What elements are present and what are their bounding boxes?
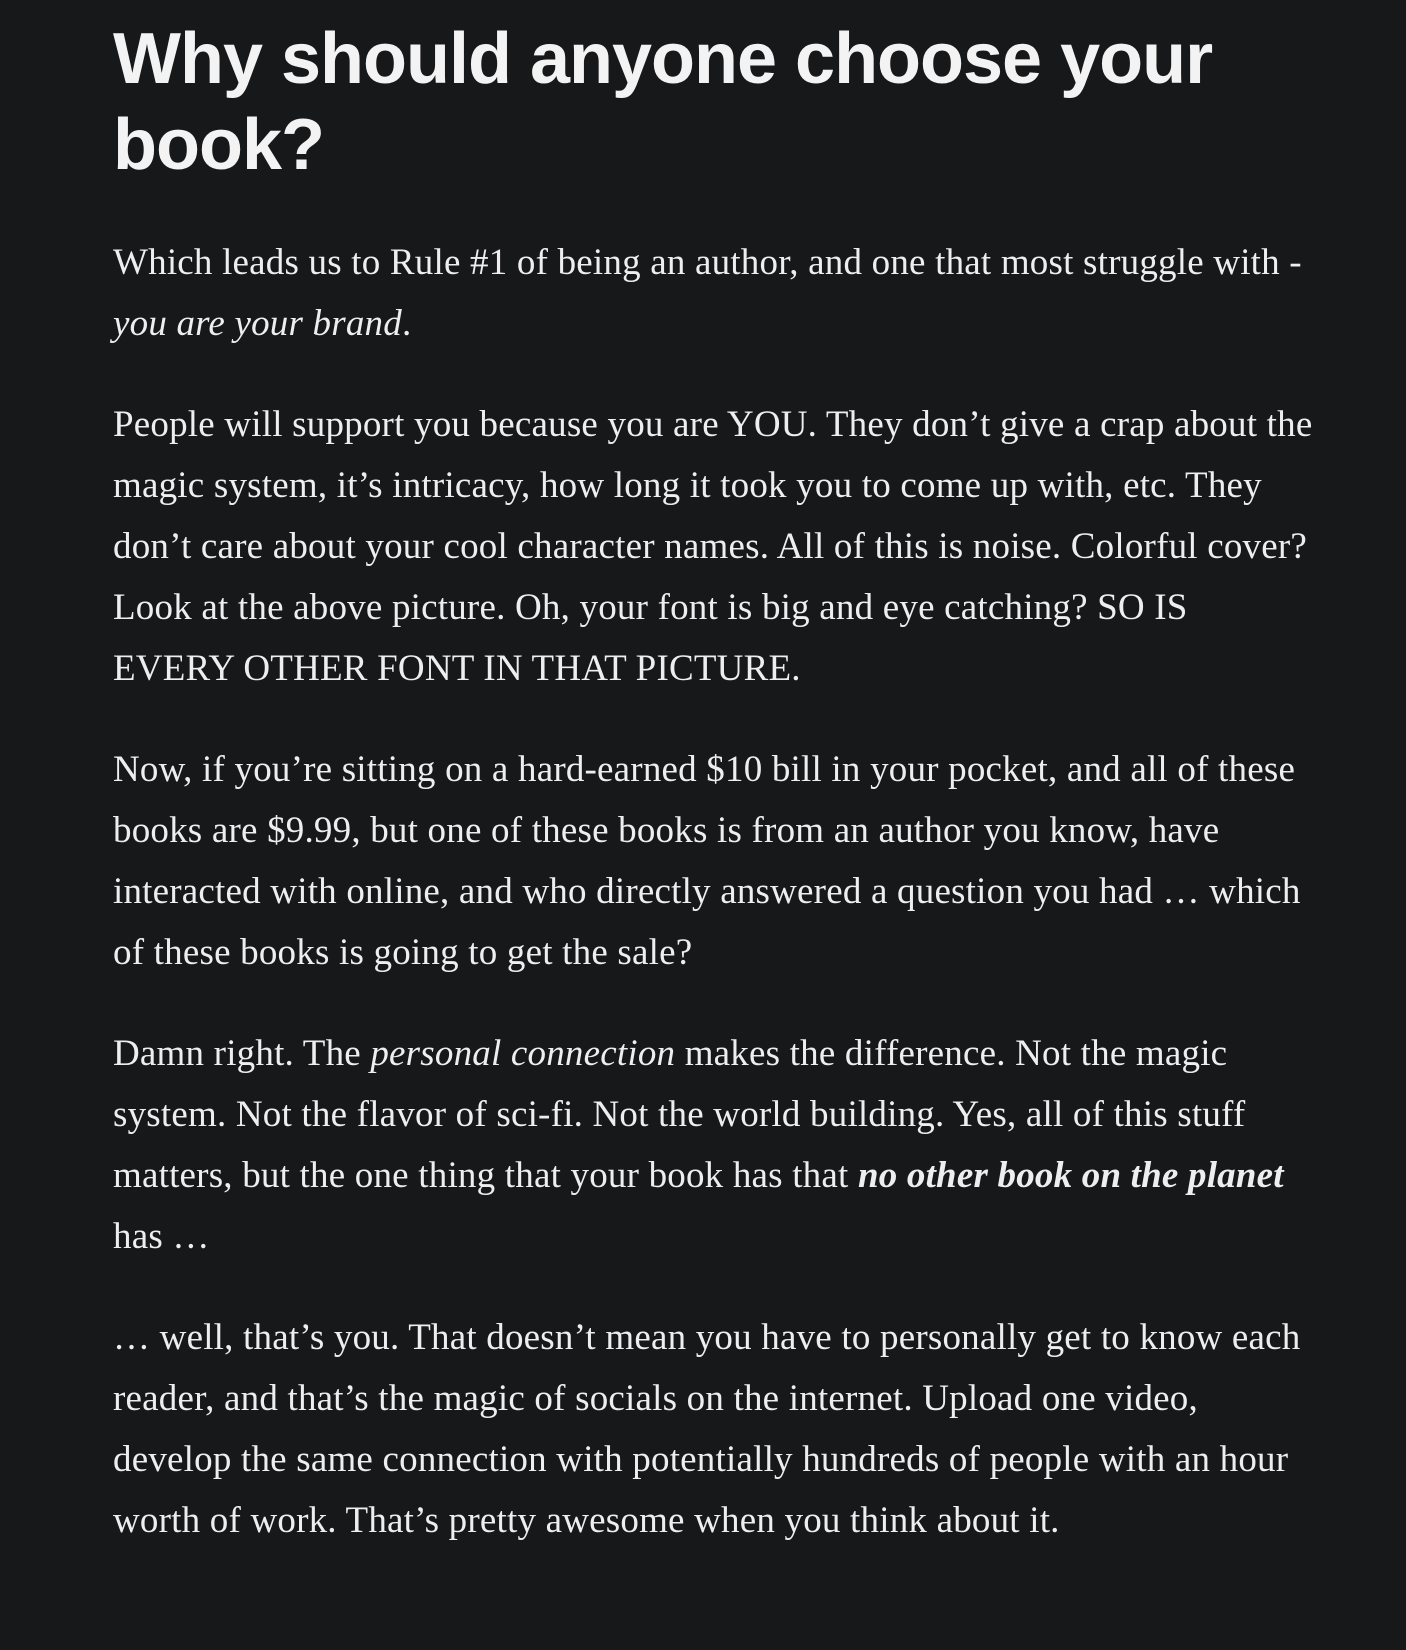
paragraph-text: Which leads us to Rule #1 of being an author, and one that most struggle with - xyxy=(113,242,1302,283)
paragraph-text: makes the difference. Not the magic system. Not the flavor of sci-fi. Not the world building. Yes, all of this stuff matters, but the one thing that your book has that xyxy=(113,1033,1246,1196)
paragraph-ten-dollar-bill: Now, if you’re sitting on a hard-earned $10 bill in your pocket, and all of these books are $9.99, but one of these books is from an author you know, have interacted with online, and who directly answered a question you had … which of these books is going to get the sale? xyxy=(113,749,1301,973)
paragraph-personal-connection xyxy=(113,1023,1313,1267)
article-body xyxy=(113,0,1313,1551)
emphasis-text: personal connection xyxy=(370,1033,676,1074)
bold-emphasis-text: no other book on the planet xyxy=(857,1155,1284,1196)
paragraph-text: . xyxy=(401,303,412,344)
paragraph-thats-you: … well, that’s you. That doesn’t mean you have to personally get to know each reader, and that’s the magic of socials on the internet. Upload one video, develop the same connection with potentially hundreds of people with an hour worth of work. That’s pretty awesome when you think about it. xyxy=(113,1317,1301,1541)
paragraph-text: has … xyxy=(113,1216,210,1257)
emphasis-text: you are your brand xyxy=(113,303,402,344)
section-heading: Why should anyone choose your book? xyxy=(113,19,1213,185)
paragraph-rule-one xyxy=(113,232,1313,354)
paragraph-support-you: People will support you because you are YOU. They don’t give a crap about the magic system, it’s intricacy, how long it took you to come up with, etc. They don’t care about your cool character names. All of this is noise. Colorful cover? Look at the above picture. Oh, your font is big and eye catching? SO IS EVERY OTHER FONT IN THAT PICTURE. xyxy=(113,404,1313,689)
paragraph-text: Damn right. The xyxy=(113,1033,371,1074)
